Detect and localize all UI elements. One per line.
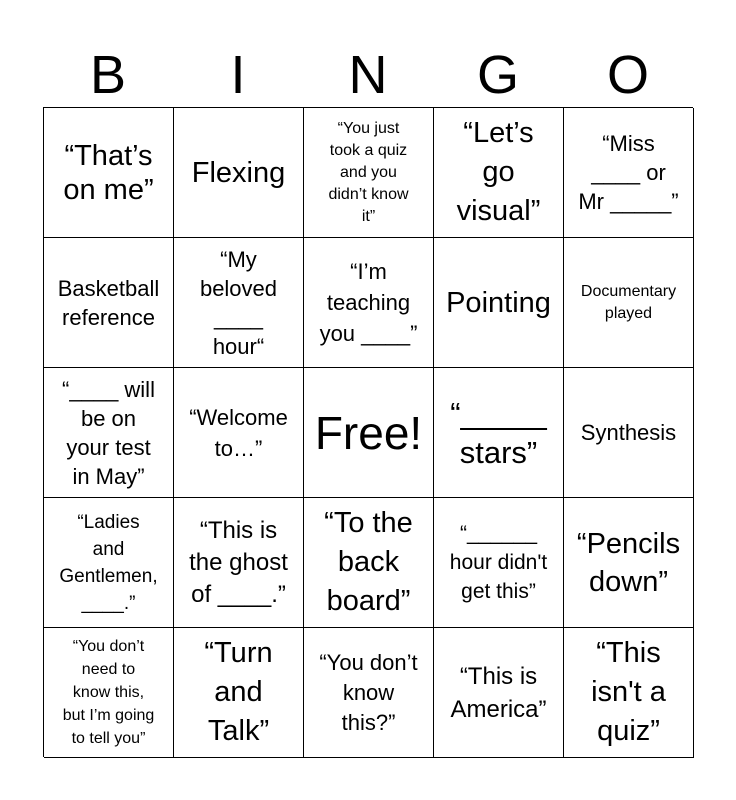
bingo-cell-text: “This isn't a quiz” [591,637,666,747]
bingo-cell-free[interactable] [304,368,434,498]
bingo-cell-text: Synthesis [580,420,677,445]
bingo-cell-r1-c5[interactable] [564,108,694,238]
bingo-cell-r3-c2[interactable] [174,368,304,498]
bingo-cell-r2-c3[interactable] [304,238,434,368]
bingo-cell-r3-c5[interactable] [564,368,694,498]
header-letter-b: B [89,45,127,105]
bingo-cell-text: “____ will be on your test in May” [62,376,155,489]
bingo-cell-text: “I’m teaching you ____” [319,259,418,346]
bingo-cell-text: “You just took a quiz and you didn’t know it” [328,119,409,225]
bingo-cell-text: “My beloved ____ hour“ [199,246,278,359]
bingo-cell-r1-c3[interactable] [304,108,434,238]
bingo-cell-text: “Welcome to…” [189,404,288,461]
bingo-cell-text: “This is America” [450,662,547,723]
bingo-card-grid [43,107,693,757]
bingo-cell-r4-c4[interactable] [434,498,564,628]
bingo-cell-text: “Miss ____ or Mr _____” [578,131,679,214]
header-letter-o: O [606,45,649,105]
free-space-text: Free! [314,406,423,459]
bingo-cell-r4-c3[interactable] [304,498,434,628]
bingo-cell-text: “Let’s go visual” [456,117,541,227]
bingo-cell-r5-c2[interactable] [174,628,304,758]
bingo-cell-r2-c5[interactable] [564,238,694,368]
bingo-cell-r1-c4[interactable] [434,108,564,238]
header-letter-i: I [230,45,246,105]
bingo-cell-text: “That’s on me” [63,139,154,206]
bingo-cell-r2-c4[interactable] [434,238,564,368]
bingo-cell-r5-c4[interactable] [434,628,564,758]
bingo-cell-text: “_____ stars” [450,395,547,470]
bingo-cell-r4-c1[interactable] [44,498,174,628]
bingo-cell-r5-c1[interactable] [44,628,174,758]
bingo-cell-text: “To the back board” [324,507,413,617]
bingo-cell-text: Documentary played [580,282,677,322]
bingo-cell-r4-c2[interactable] [174,498,304,628]
bingo-cell-r3-c1[interactable] [44,368,174,498]
bingo-cell-r2-c2[interactable] [174,238,304,368]
header-letter-n: N [348,45,388,105]
bingo-cell-text: “Ladies and Gentlemen, ____.” [59,511,158,614]
bingo-header [43,44,693,106]
bingo-cell-r1-c1[interactable] [44,108,174,238]
header-letter-g: G [476,45,519,105]
bingo-cell-text: “You don’t know this?” [319,649,418,735]
bingo-cell-text: “Pencils down” [576,527,681,598]
bingo-cell-text: Pointing [446,286,551,319]
bingo-cell-text: Flexing [191,156,286,189]
bingo-cell-text: “Turn and Talk” [204,637,273,747]
bingo-cell-r5-c5[interactable] [564,628,694,758]
bingo-cell-text: Basketball reference [57,275,160,330]
bingo-cell-text: “______ hour didn't get this” [449,522,548,603]
bingo-cell-r5-c3[interactable] [304,628,434,758]
bingo-cell-r3-c4[interactable] [434,368,564,498]
bingo-cell-text: “This is the ghost of ____.” [189,516,288,608]
bingo-cell-text: “You don’t need to know this, but I’m going to tell you” [62,638,155,747]
bingo-cell-r1-c2[interactable] [174,108,304,238]
bingo-cell-r4-c5[interactable] [564,498,694,628]
bingo-cell-r2-c1[interactable] [44,238,174,368]
